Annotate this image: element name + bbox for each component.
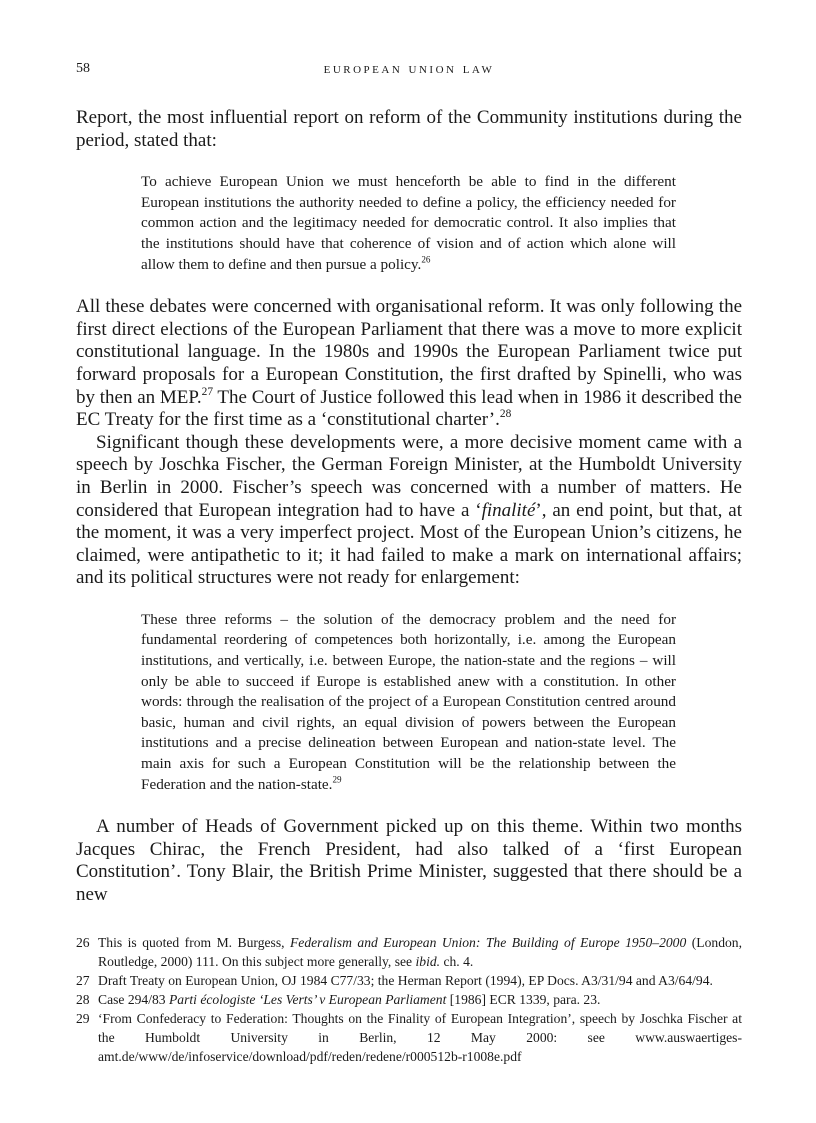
footnote	[76, 971, 742, 990]
paragraph	[76, 107, 742, 152]
paragraph-text: A number of Heads of Government picked up on this theme. Within two months Jacques Chirac, the French President, had also talked of a ‘first European Constitution’. Tony Blair, the British Prime Minister, suggested that there should be a new	[76, 816, 742, 905]
footnote	[76, 1009, 742, 1066]
paragraph-text: Report, the most influential report on reform of the Community institutions during the period, stated that:	[76, 107, 742, 151]
footnote	[76, 990, 742, 1009]
page-header	[76, 58, 742, 80]
footnote-ref: 27	[201, 385, 214, 398]
footnote-text: ch. 4.	[440, 953, 474, 969]
footnote-number: 28	[76, 991, 90, 1007]
block-quote	[141, 172, 676, 275]
paragraph	[76, 816, 742, 906]
paragraph-text: The Court of Justice followed this lead when in 1986 it described the EC Treaty for the first time as a ‘constitutional charter’.	[76, 386, 742, 431]
footnote-text: This is quoted from M. Burgess,	[98, 934, 290, 950]
body-text	[76, 107, 742, 907]
footnote-text: (London, Routledge, 2000) 111. On this subject more generally, see	[98, 934, 742, 969]
quote-text: To achieve European Union we must henceforth be able to find in the different European institutions the authority needed to define a policy, the efficiency needed for common action and the legitimacy needed for democratic control. It also implies that the institutions should have that coherence of vision and of action which alone will allow them to define and then pursue a policy.	[141, 173, 676, 273]
footnotes	[76, 933, 742, 1066]
quote-text: These three reforms – the solution of the democracy problem and the need for fundamental reordering of competences both horizontally, i.e. among the European institutions, and vertically, i.e. between Europe, the nation-state and the regions – will only be able to succeed if Europe is established anew with a constitution. In other words: through the realisation of the project of a European Constitution centred around basic, human and civil rights, an equal division of powers between the European institutions and a precise delineation between European and nation-state level. The main axis for such a European Constitution will be the relationship between the Federation and the nation-state.	[141, 610, 676, 793]
page	[76, 0, 742, 1106]
block-quote	[141, 610, 676, 795]
footnote-text: [1986] ECR 1339, para. 23.	[446, 991, 601, 1007]
italic-term: ibid.	[415, 953, 441, 969]
paragraph-text: ’, an end point, but that, at the moment, it was a very imperfect project. Most of the European Union’s citizens, he claimed, were antipathetic to it; it had failed to make a mark on international affairs; and its political structures were not ready for enlargement:	[76, 499, 742, 589]
footnote-number: 26	[76, 934, 90, 950]
footnote-text: Case 294/83	[98, 991, 169, 1007]
footnote-ref: 28	[499, 408, 512, 421]
footnote-number: 29	[76, 1010, 90, 1026]
book-title: Federalism and European Union: The Building of Europe 1950–2000	[290, 934, 687, 950]
paragraph	[76, 432, 742, 590]
footnote-text: ‘From Confederacy to Federation: Thoughts on the Finality of European Integration’, speech by Joschka Fischer at the Humboldt University in Berlin, 12 May 2000: see www.auswaertiges-amt.de/www/de/infoservice/download/pdf/reden/redene/r000512b-r1008e.pdf	[98, 1010, 742, 1064]
case-name: Parti écologiste ‘Les Verts’ v European Parliament	[168, 991, 447, 1007]
paragraph	[76, 296, 742, 432]
page-number: 58	[76, 61, 90, 76]
paragraph-text: All these debates were concerned with organisational reform. It was only following the first direct elections of the European Parliament that there was a move to more explicit constitutional language. In the 1980s and 1990s the European Parliament twice put forward proposals for a European Constitution, the first drafted by Spinelli, who was by then an MEP.	[76, 296, 742, 408]
running-title: european union law	[323, 60, 495, 77]
paragraph-text: Significant though these developments were, a more decisive moment came with a speech by Joschka Fischer, the German Foreign Minister, at the Humboldt University in Berlin in 2000. Fischer’s speech was concerned with a number of matters. He considered that European integration had to have a ‘	[76, 431, 742, 521]
footnote	[76, 933, 742, 971]
footnote-ref: 26	[421, 254, 431, 265]
italic-term: finalité	[481, 499, 536, 521]
footnote-ref: 29	[332, 774, 342, 785]
footnote-number: 27	[76, 972, 90, 988]
footnote-text: Draft Treaty on European Union, OJ 1984 C77/33; the Herman Report (1994), EP Docs. A3/31/94 and A3/64/94.	[98, 972, 713, 988]
